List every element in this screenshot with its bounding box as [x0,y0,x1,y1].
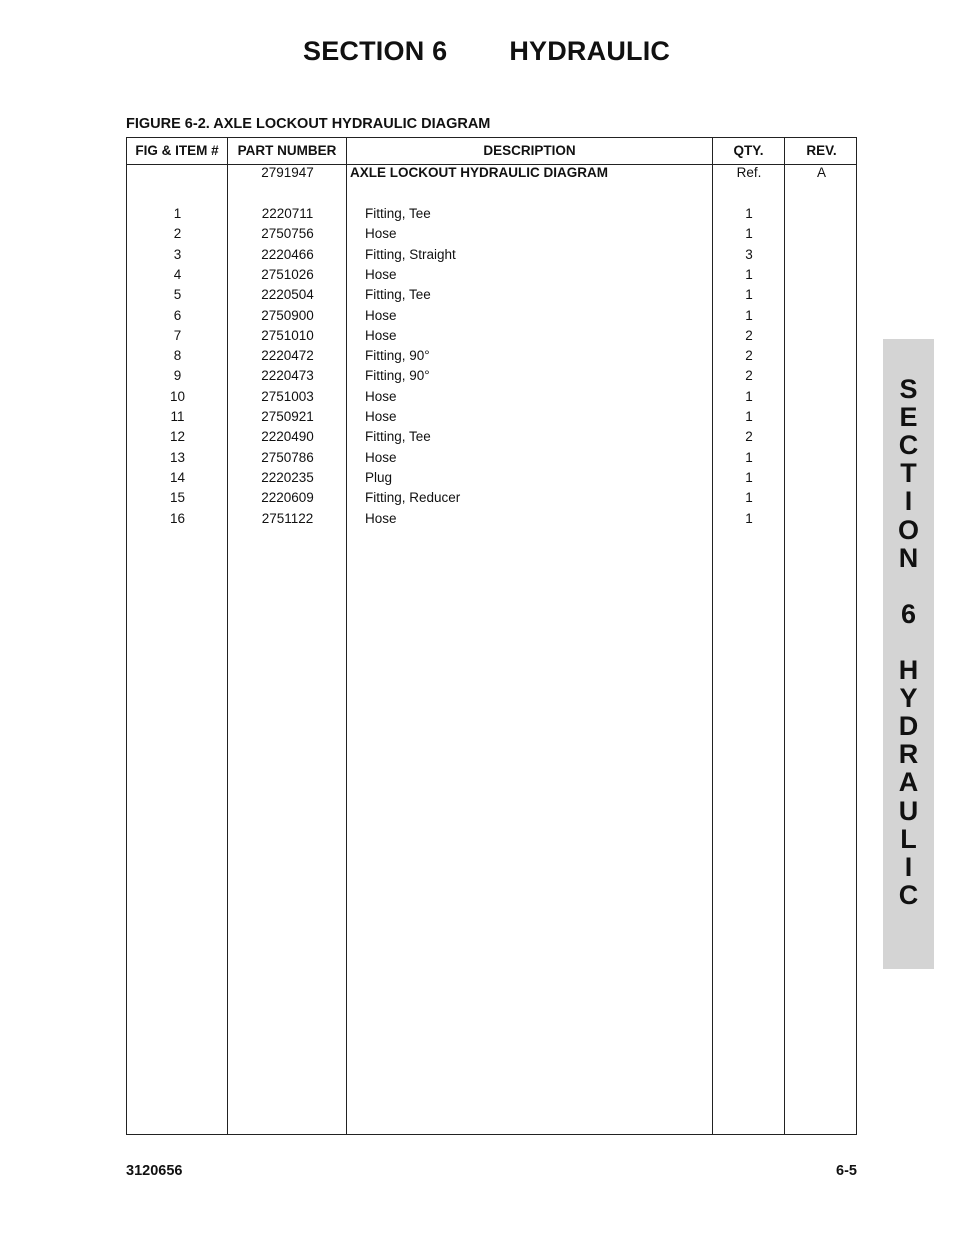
description: Fitting, Tee [365,206,431,221]
item-number: 5 [173,287,182,303]
side-tab-letter: Y [899,683,918,714]
col-header-description: DESCRIPTION [483,143,576,158]
item-number: 6 [173,307,182,323]
quantity: 1 [745,307,753,323]
side-tab-letter: L [900,823,917,854]
side-tab-letter: 6 [900,598,917,629]
quantity: 1 [745,388,753,404]
item-number: 11 [170,409,185,424]
table-row [127,245,856,265]
side-tab-letter: C [898,879,919,910]
table-row [127,468,856,488]
table-row [127,306,856,326]
description: Fitting, Tee [365,287,431,303]
part-number: 2220504 [261,287,314,303]
col-header-part-number: PART NUMBER [237,143,337,158]
item-number: 2 [173,226,182,242]
table-row [127,326,856,346]
item-number: 1 [173,206,182,221]
page-number: 6-5 [836,1163,857,1179]
description: Hose [365,226,397,242]
side-tab-letter: D [898,711,919,742]
description: Plug [365,469,393,485]
description: Fitting, Straight [365,246,456,262]
part-number: 2751010 [261,327,314,343]
description: Hose [365,266,397,282]
quantity: 1 [745,469,753,485]
quantity: 3 [745,246,753,262]
page-header [303,33,670,69]
side-tab-letter: C [898,430,919,461]
table-row [127,285,856,305]
side-tab-letter: S [899,374,918,404]
part-number: 2220490 [261,429,314,445]
section-title: HYDRAULIC [509,35,671,66]
side-tab-letter: U [898,795,919,826]
description: Hose [365,307,397,323]
part-number: 2220711 [261,206,314,221]
assembly-part-number: 2791947 [261,165,314,180]
quantity: 1 [745,226,753,242]
part-number: 2751026 [261,266,314,282]
description: Hose [365,327,397,343]
col-header-qty: QTY. [733,143,764,158]
part-number: 2220235 [261,469,314,485]
part-number: 2750921 [261,409,314,424]
part-number: 2220473 [261,368,314,384]
side-tab-letter: E [899,402,918,433]
table-row [127,204,856,224]
part-number: 2220466 [261,246,314,262]
side-tab-letter: A [898,767,919,798]
description: Hose [365,449,397,465]
col-header-rev: REV. [806,143,837,158]
assembly-qty: Ref. [736,165,762,180]
side-tab-letter: O [897,514,919,545]
item-number: 13 [169,449,186,465]
table-row [127,265,856,285]
assembly-rev: A [816,165,826,180]
quantity: 1 [745,510,753,526]
table-row [127,427,856,447]
description: Fitting, 90° [365,348,430,364]
table-row [127,448,856,468]
description: Hose [365,510,397,526]
item-number: 4 [173,266,182,282]
item-number: 7 [173,327,182,343]
quantity: 2 [745,368,753,384]
item-number: 16 [169,510,186,526]
part-number: 2750900 [261,307,314,323]
item-number: 9 [173,368,182,384]
part-number: 2750756 [261,226,314,242]
quantity: 2 [745,429,753,445]
quantity: 1 [745,490,753,506]
table-row [127,366,856,386]
part-number: 2220472 [261,348,314,364]
item-number: 8 [173,348,182,364]
side-tab-letter: R [898,739,919,770]
side-tab-letter: T [900,458,917,489]
part-number: 2750786 [261,449,314,465]
description: Fitting, Tee [365,429,431,445]
quantity: 2 [745,348,753,364]
quantity: 1 [745,266,753,282]
part-number: 2220609 [261,490,314,506]
section-side-tab [883,339,934,969]
assembly-row [127,163,856,183]
document-number: 3120656 [126,1163,183,1179]
table-row [127,407,856,427]
item-number: 15 [169,490,186,506]
side-tab-letter: I [904,486,913,517]
item-number: 10 [169,388,186,404]
item-number: 12 [169,429,186,445]
side-tab-letter: I [904,851,913,882]
side-tab-letter: N [898,542,919,573]
part-number: 2751003 [261,388,314,404]
description: Fitting, Reducer [365,490,461,506]
item-number: 3 [173,246,182,262]
figure-title: FIGURE 6-2. AXLE LOCKOUT HYDRAULIC DIAGRAM [126,116,491,132]
quantity: 1 [745,287,753,303]
assembly-description: AXLE LOCKOUT HYDRAULIC DIAGRAM [350,165,608,180]
table-row [127,346,856,366]
table-row [127,224,856,244]
description: Fitting, 90° [365,368,430,384]
quantity: 1 [745,206,753,221]
description: Hose [365,409,397,424]
quantity: 1 [745,409,753,424]
description: Hose [365,388,397,404]
table-row [127,488,856,508]
item-number: 14 [169,469,186,485]
side-tab-letter: H [898,655,919,685]
quantity: 1 [745,449,753,465]
parts-table [126,137,857,1135]
table-row [127,509,856,529]
section-label: SECTION 6 [303,35,448,66]
quantity: 2 [745,327,753,343]
part-number: 2751122 [261,510,314,526]
table-row [127,387,856,407]
col-header-item: FIG & ITEM # [135,143,219,158]
